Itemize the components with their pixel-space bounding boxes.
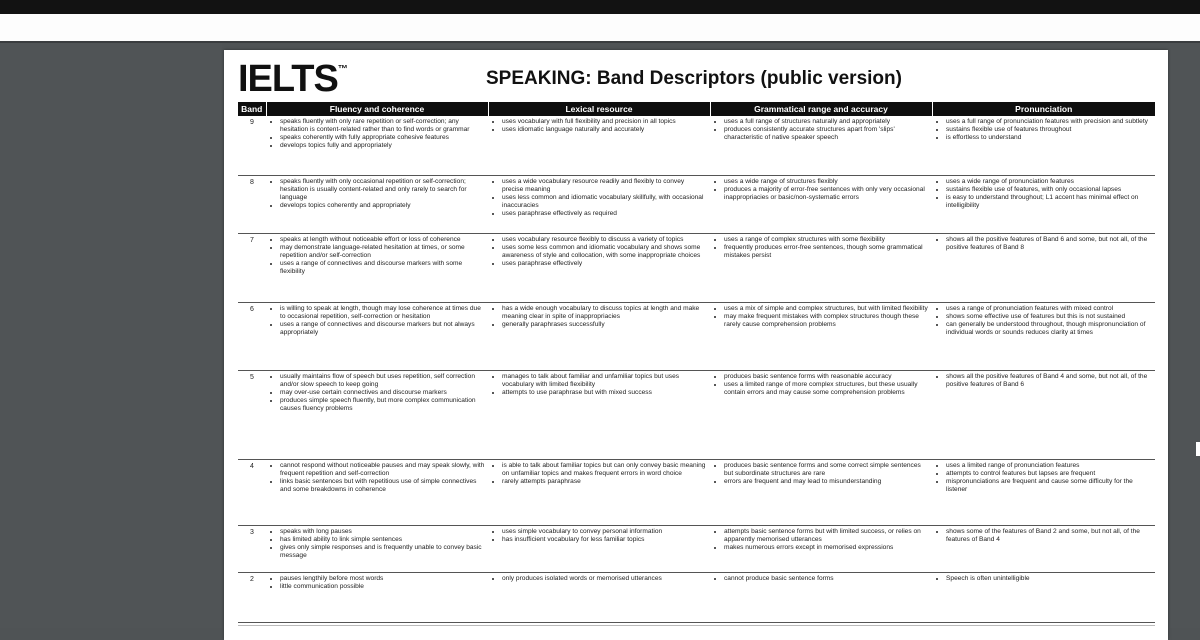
cell-grammar — [710, 116, 932, 175]
descriptor-item: • generally paraphrases successfully — [502, 321, 707, 329]
cell-grammar — [710, 302, 932, 370]
descriptor-item: • sustains flexible use of features throughout — [946, 126, 1152, 134]
descriptor-item: • uses a mix of simple and complex structures, but with limited flexibility — [724, 305, 929, 313]
descriptor-item: • uses paraphrase effectively as required — [502, 210, 707, 218]
descriptor-item: • little communication possible — [280, 583, 485, 591]
descriptor-item: • speaks coherently with fully appropriate cohesive features — [280, 134, 485, 142]
table-row — [238, 572, 1155, 622]
descriptor-item: • shows some of the features of Band 2 and some, but not all, of the features of Band 4 — [946, 528, 1152, 544]
table-row — [238, 302, 1155, 370]
cell-fluency — [266, 233, 488, 302]
fluency-list — [269, 575, 485, 591]
pronunciation-list — [935, 373, 1152, 389]
table-row — [238, 370, 1155, 459]
cell-fluency — [266, 175, 488, 233]
descriptor-item: • develops topics fully and appropriately — [280, 142, 485, 150]
band-number: 6 — [238, 302, 266, 370]
cell-pronunciation — [932, 572, 1155, 622]
descriptor-item: • uses a range of connectives and discourse markers with some flexibility — [280, 260, 485, 276]
descriptor-item: • is effortless to understand — [946, 134, 1152, 142]
descriptor-item: • uses a wide range of pronunciation features — [946, 178, 1152, 186]
descriptor-item: • errors are frequent and may lead to misunderstanding — [724, 478, 929, 486]
descriptor-item: • uses a limited range of pronunciation features — [946, 462, 1152, 470]
grammar-list — [713, 462, 929, 486]
cell-fluency — [266, 459, 488, 525]
descriptor-item: • can generally be understood throughout, though mispronunciation of individual words or sounds reduces clarity at times — [946, 321, 1152, 337]
descriptor-item: • may over-use certain connectives and discourse markers — [280, 389, 485, 397]
cell-lexical — [488, 525, 710, 572]
fluency-list — [269, 528, 485, 560]
descriptor-item: • uses simple vocabulary to convey personal information — [502, 528, 707, 536]
pronunciation-list — [935, 462, 1152, 494]
descriptor-item: • uses less common and idiomatic vocabulary skillfully, with occasional inaccuracies — [502, 194, 707, 210]
descriptor-item: • uses a limited range of more complex structures, but these usually contain errors and may cause some comprehension problems — [724, 381, 929, 397]
header-fluency: Fluency and coherence — [266, 102, 488, 116]
descriptor-item: • produces consistently accurate structures apart from 'slips' characteristic of native speaker speech — [724, 126, 929, 142]
lexical-list — [491, 575, 707, 583]
cell-fluency — [266, 116, 488, 175]
cell-grammar — [710, 572, 932, 622]
descriptor-item: • sustains flexible use of features, with only occasional lapses — [946, 186, 1152, 194]
logo-text: IELTS — [238, 58, 338, 100]
descriptor-item: • is willing to speak at length, though may lose coherence at times due to occasional repetition, self-correction or hesitation — [280, 305, 485, 321]
fluency-list — [269, 373, 485, 413]
descriptor-item: • produces basic sentence forms with reasonable accuracy — [724, 373, 929, 381]
toolbar-strip — [0, 14, 1200, 43]
descriptor-item: • shows all the positive features of Band 6 and some, but not all, of the positive features of Band 8 — [946, 236, 1152, 252]
cell-lexical — [488, 370, 710, 459]
lexical-list — [491, 178, 707, 218]
band-number: 7 — [238, 233, 266, 302]
pronunciation-list — [935, 528, 1152, 544]
descriptor-item: • attempts basic sentence forms but with limited success, or relies on apparently memorised utterances — [724, 528, 929, 544]
cell-grammar — [710, 370, 932, 459]
pronunciation-list — [935, 178, 1152, 210]
descriptor-item: • gives only simple responses and is frequently unable to convey basic message — [280, 544, 485, 560]
table-header-row — [238, 102, 1155, 116]
cell-grammar — [710, 175, 932, 233]
cell-lexical — [488, 302, 710, 370]
band-number: 9 — [238, 116, 266, 175]
descriptor-item: • develops topics coherently and appropriately — [280, 202, 485, 210]
cell-pronunciation — [932, 116, 1155, 175]
table-row — [238, 525, 1155, 572]
band-number: 4 — [238, 459, 266, 525]
descriptor-item: • speaks fluently with only rare repetition or self-correction; any hesitation is content-related rather than to find words or grammar — [280, 118, 485, 134]
descriptor-item: • has limited ability to link simple sentences — [280, 536, 485, 544]
grammar-list — [713, 305, 929, 329]
lexical-list — [491, 373, 707, 397]
table-row — [238, 116, 1155, 175]
descriptor-item: • uses paraphrase effectively — [502, 260, 707, 268]
cell-fluency — [266, 302, 488, 370]
descriptor-item: • attempts to control features but lapses are frequent — [946, 470, 1152, 478]
cell-grammar — [710, 233, 932, 302]
descriptor-item: • Speech is often unintelligible — [946, 575, 1152, 583]
fluency-list — [269, 305, 485, 337]
descriptor-item: • is able to talk about familiar topics but can only convey basic meaning on unfamiliar topics and makes frequent errors in word choice — [502, 462, 707, 478]
pronunciation-list — [935, 575, 1152, 583]
cell-lexical — [488, 233, 710, 302]
cell-fluency — [266, 370, 488, 459]
grammar-list — [713, 575, 929, 583]
descriptor-item: • uses idiomatic language naturally and accurately — [502, 126, 707, 134]
descriptor-item: • produces simple speech fluently, but more complex communication causes fluency problems — [280, 397, 485, 413]
descriptor-item: • mispronunciations are frequent and cause some difficulty for the listener — [946, 478, 1152, 494]
cell-pronunciation — [932, 459, 1155, 525]
cell-fluency — [266, 525, 488, 572]
descriptor-item: • produces basic sentence forms and some correct simple sentences but subordinate structures are rare — [724, 462, 929, 478]
descriptor-item: • uses a range of complex structures with some flexibility — [724, 236, 929, 244]
descriptor-item: • links basic sentences but with repetitious use of simple connectives and some breakdowns in coherence — [280, 478, 485, 494]
cell-lexical — [488, 572, 710, 622]
grammar-list — [713, 178, 929, 202]
page-divider — [238, 625, 1155, 626]
right-panel — [1170, 43, 1200, 628]
header-pronunciation: Pronunciation — [932, 102, 1155, 116]
cell-grammar — [710, 459, 932, 525]
descriptor-item: • uses vocabulary resource flexibly to discuss a variety of topics — [502, 236, 707, 244]
ielts-logo — [238, 58, 347, 101]
descriptor-item: • uses a range of pronunciation features with mixed control — [946, 305, 1152, 313]
band-number: 2 — [238, 572, 266, 622]
descriptor-item: • shows some effective use of features but this is not sustained — [946, 313, 1152, 321]
cell-pronunciation — [932, 525, 1155, 572]
scrollbar-handle[interactable] — [1196, 442, 1200, 456]
descriptor-item: • uses a full range of pronunciation features with precision and subtlety — [946, 118, 1152, 126]
descriptor-item: • uses some less common and idiomatic vocabulary and shows some awareness of style and collocation, with some inappropriate choices — [502, 244, 707, 260]
pronunciation-list — [935, 118, 1152, 142]
descriptor-item: • makes numerous errors except in memorised expressions — [724, 544, 929, 552]
descriptor-item: • uses vocabulary with full flexibility and precision in all topics — [502, 118, 707, 126]
band-number: 5 — [238, 370, 266, 459]
descriptor-item: • cannot produce basic sentence forms — [724, 575, 929, 583]
cell-lexical — [488, 459, 710, 525]
table-body — [238, 116, 1155, 622]
descriptor-item: • has insufficient vocabulary for less familiar topics — [502, 536, 707, 544]
descriptor-item: • attempts to use paraphrase but with mixed success — [502, 389, 707, 397]
lexical-list — [491, 462, 707, 486]
table-row — [238, 459, 1155, 525]
cell-lexical — [488, 175, 710, 233]
fluency-list — [269, 118, 485, 150]
left-panel — [0, 43, 222, 628]
descriptor-item: • speaks at length without noticeable effort or loss of coherence — [280, 236, 485, 244]
document-page — [224, 50, 1168, 640]
lexical-list — [491, 305, 707, 329]
grammar-list — [713, 373, 929, 397]
grammar-list — [713, 236, 929, 260]
header-grammar: Grammatical range and accuracy — [710, 102, 932, 116]
lexical-list — [491, 236, 707, 268]
descriptor-item: • speaks with long pauses — [280, 528, 485, 536]
band-number: 8 — [238, 175, 266, 233]
cell-pronunciation — [932, 302, 1155, 370]
descriptor-item: • uses a range of connectives and discourse markers but not always appropriately — [280, 321, 485, 337]
band-descriptors-table — [238, 102, 1155, 623]
band-number: 3 — [238, 525, 266, 572]
descriptor-item: • is easy to understand throughout; L1 accent has minimal effect on intelligibility — [946, 194, 1152, 210]
descriptor-item: • cannot respond without noticeable pauses and may speak slowly, with frequent repetition and self-correction — [280, 462, 485, 478]
cell-grammar — [710, 525, 932, 572]
fluency-list — [269, 236, 485, 276]
pronunciation-list — [935, 236, 1152, 252]
descriptor-item: • uses a wide range of structures flexibly — [724, 178, 929, 186]
grammar-list — [713, 528, 929, 552]
header-band: Band — [238, 102, 266, 116]
cell-lexical — [488, 116, 710, 175]
descriptor-item: • produces a majority of error-free sentences with only very occasional inappropriacies or basic/non-systematic errors — [724, 186, 929, 202]
descriptor-item: • uses a wide vocabulary resource readily and flexibly to convey precise meaning — [502, 178, 707, 194]
top-bar — [0, 0, 1200, 14]
document-title: SPEAKING: Band Descriptors (public version) — [486, 68, 902, 89]
descriptor-item: • uses a full range of structures naturally and appropriately — [724, 118, 929, 126]
cell-pronunciation — [932, 370, 1155, 459]
cell-fluency — [266, 572, 488, 622]
cell-pronunciation — [932, 175, 1155, 233]
descriptor-item: • rarely attempts paraphrase — [502, 478, 707, 486]
descriptor-item: • manages to talk about familiar and unfamiliar topics but uses vocabulary with limited flexibility — [502, 373, 707, 389]
fluency-list — [269, 462, 485, 494]
table-row — [238, 175, 1155, 233]
fluency-list — [269, 178, 485, 210]
descriptor-item: • only produces isolated words or memorised utterances — [502, 575, 707, 583]
descriptor-item: • may demonstrate language-related hesitation at times, or some repetition and/or self-correction — [280, 244, 485, 260]
descriptor-item: • frequently produces error-free sentences, though some grammatical mistakes persist — [724, 244, 929, 260]
pronunciation-list — [935, 305, 1152, 337]
descriptor-item: • may make frequent mistakes with complex structures though these rarely cause comprehension problems — [724, 313, 929, 329]
grammar-list — [713, 118, 929, 142]
descriptor-item: • shows all the positive features of Band 4 and some, but not all, of the positive features of Band 6 — [946, 373, 1152, 389]
descriptor-item: • speaks fluently with only occasional repetition or self-correction; hesitation is usually content-related and only rarely to search for language — [280, 178, 485, 202]
descriptor-item: • pauses lengthily before most words — [280, 575, 485, 583]
header-lexical: Lexical resource — [488, 102, 710, 116]
lexical-list — [491, 118, 707, 134]
logo-trademark: ™ — [337, 64, 347, 75]
descriptor-item: • has a wide enough vocabulary to discuss topics at length and make meaning clear in spite of inappropriacies — [502, 305, 707, 321]
cell-pronunciation — [932, 233, 1155, 302]
lexical-list — [491, 528, 707, 544]
table-row — [238, 233, 1155, 302]
descriptor-item: • usually maintains flow of speech but uses repetition, self correction and/or slow speech to keep going — [280, 373, 485, 389]
